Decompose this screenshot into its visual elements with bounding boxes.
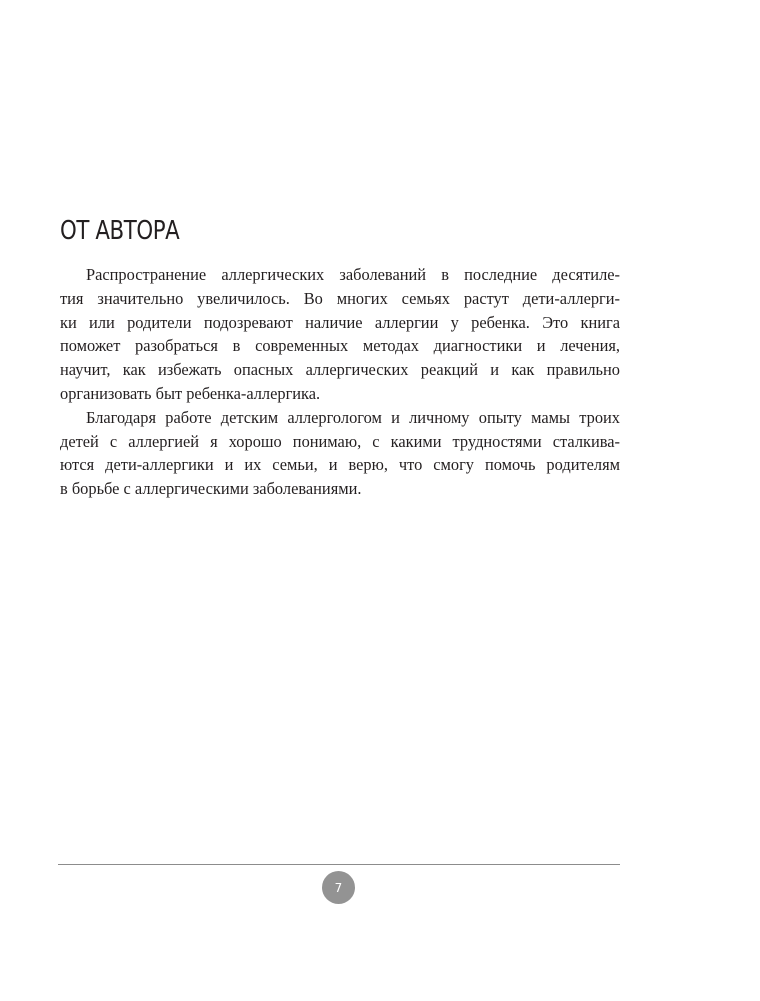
text-line: организовать быт ребенка-аллергика. bbox=[60, 383, 321, 403]
text-line: ются дети-аллергики и их семьи, и верю, что смогу помочь родителям bbox=[60, 455, 620, 475]
text-line: поможет разобраться в современных методах диагностики и лечения, bbox=[60, 336, 620, 356]
footer-divider bbox=[58, 864, 620, 865]
text-line: Распространение аллергических заболеваний в последние десятиле- bbox=[86, 265, 620, 284]
page-number: 7 bbox=[334, 880, 343, 895]
page-number-badge bbox=[322, 871, 355, 904]
text-line: детей с аллергией я хорошо понимаю, с какими трудностями сталкива- bbox=[60, 431, 620, 451]
text-line: научит, как избежать опасных аллергических реакций и как правильно bbox=[60, 360, 620, 380]
text-line: тия значительно увеличилось. Во многих семьях растут дети-аллерги- bbox=[60, 288, 620, 308]
text-line: Благодаря работе детским аллергологом и личному опыту мамы троих bbox=[86, 407, 620, 427]
chapter-heading: ОТ АВТОРА bbox=[60, 216, 180, 246]
text-line: ки или родители подозревают наличие аллергии у ребенка. Это книга bbox=[60, 312, 620, 332]
body-text bbox=[60, 263, 620, 501]
text-line: в борьбе с аллергическими заболеваниями. bbox=[60, 479, 362, 499]
